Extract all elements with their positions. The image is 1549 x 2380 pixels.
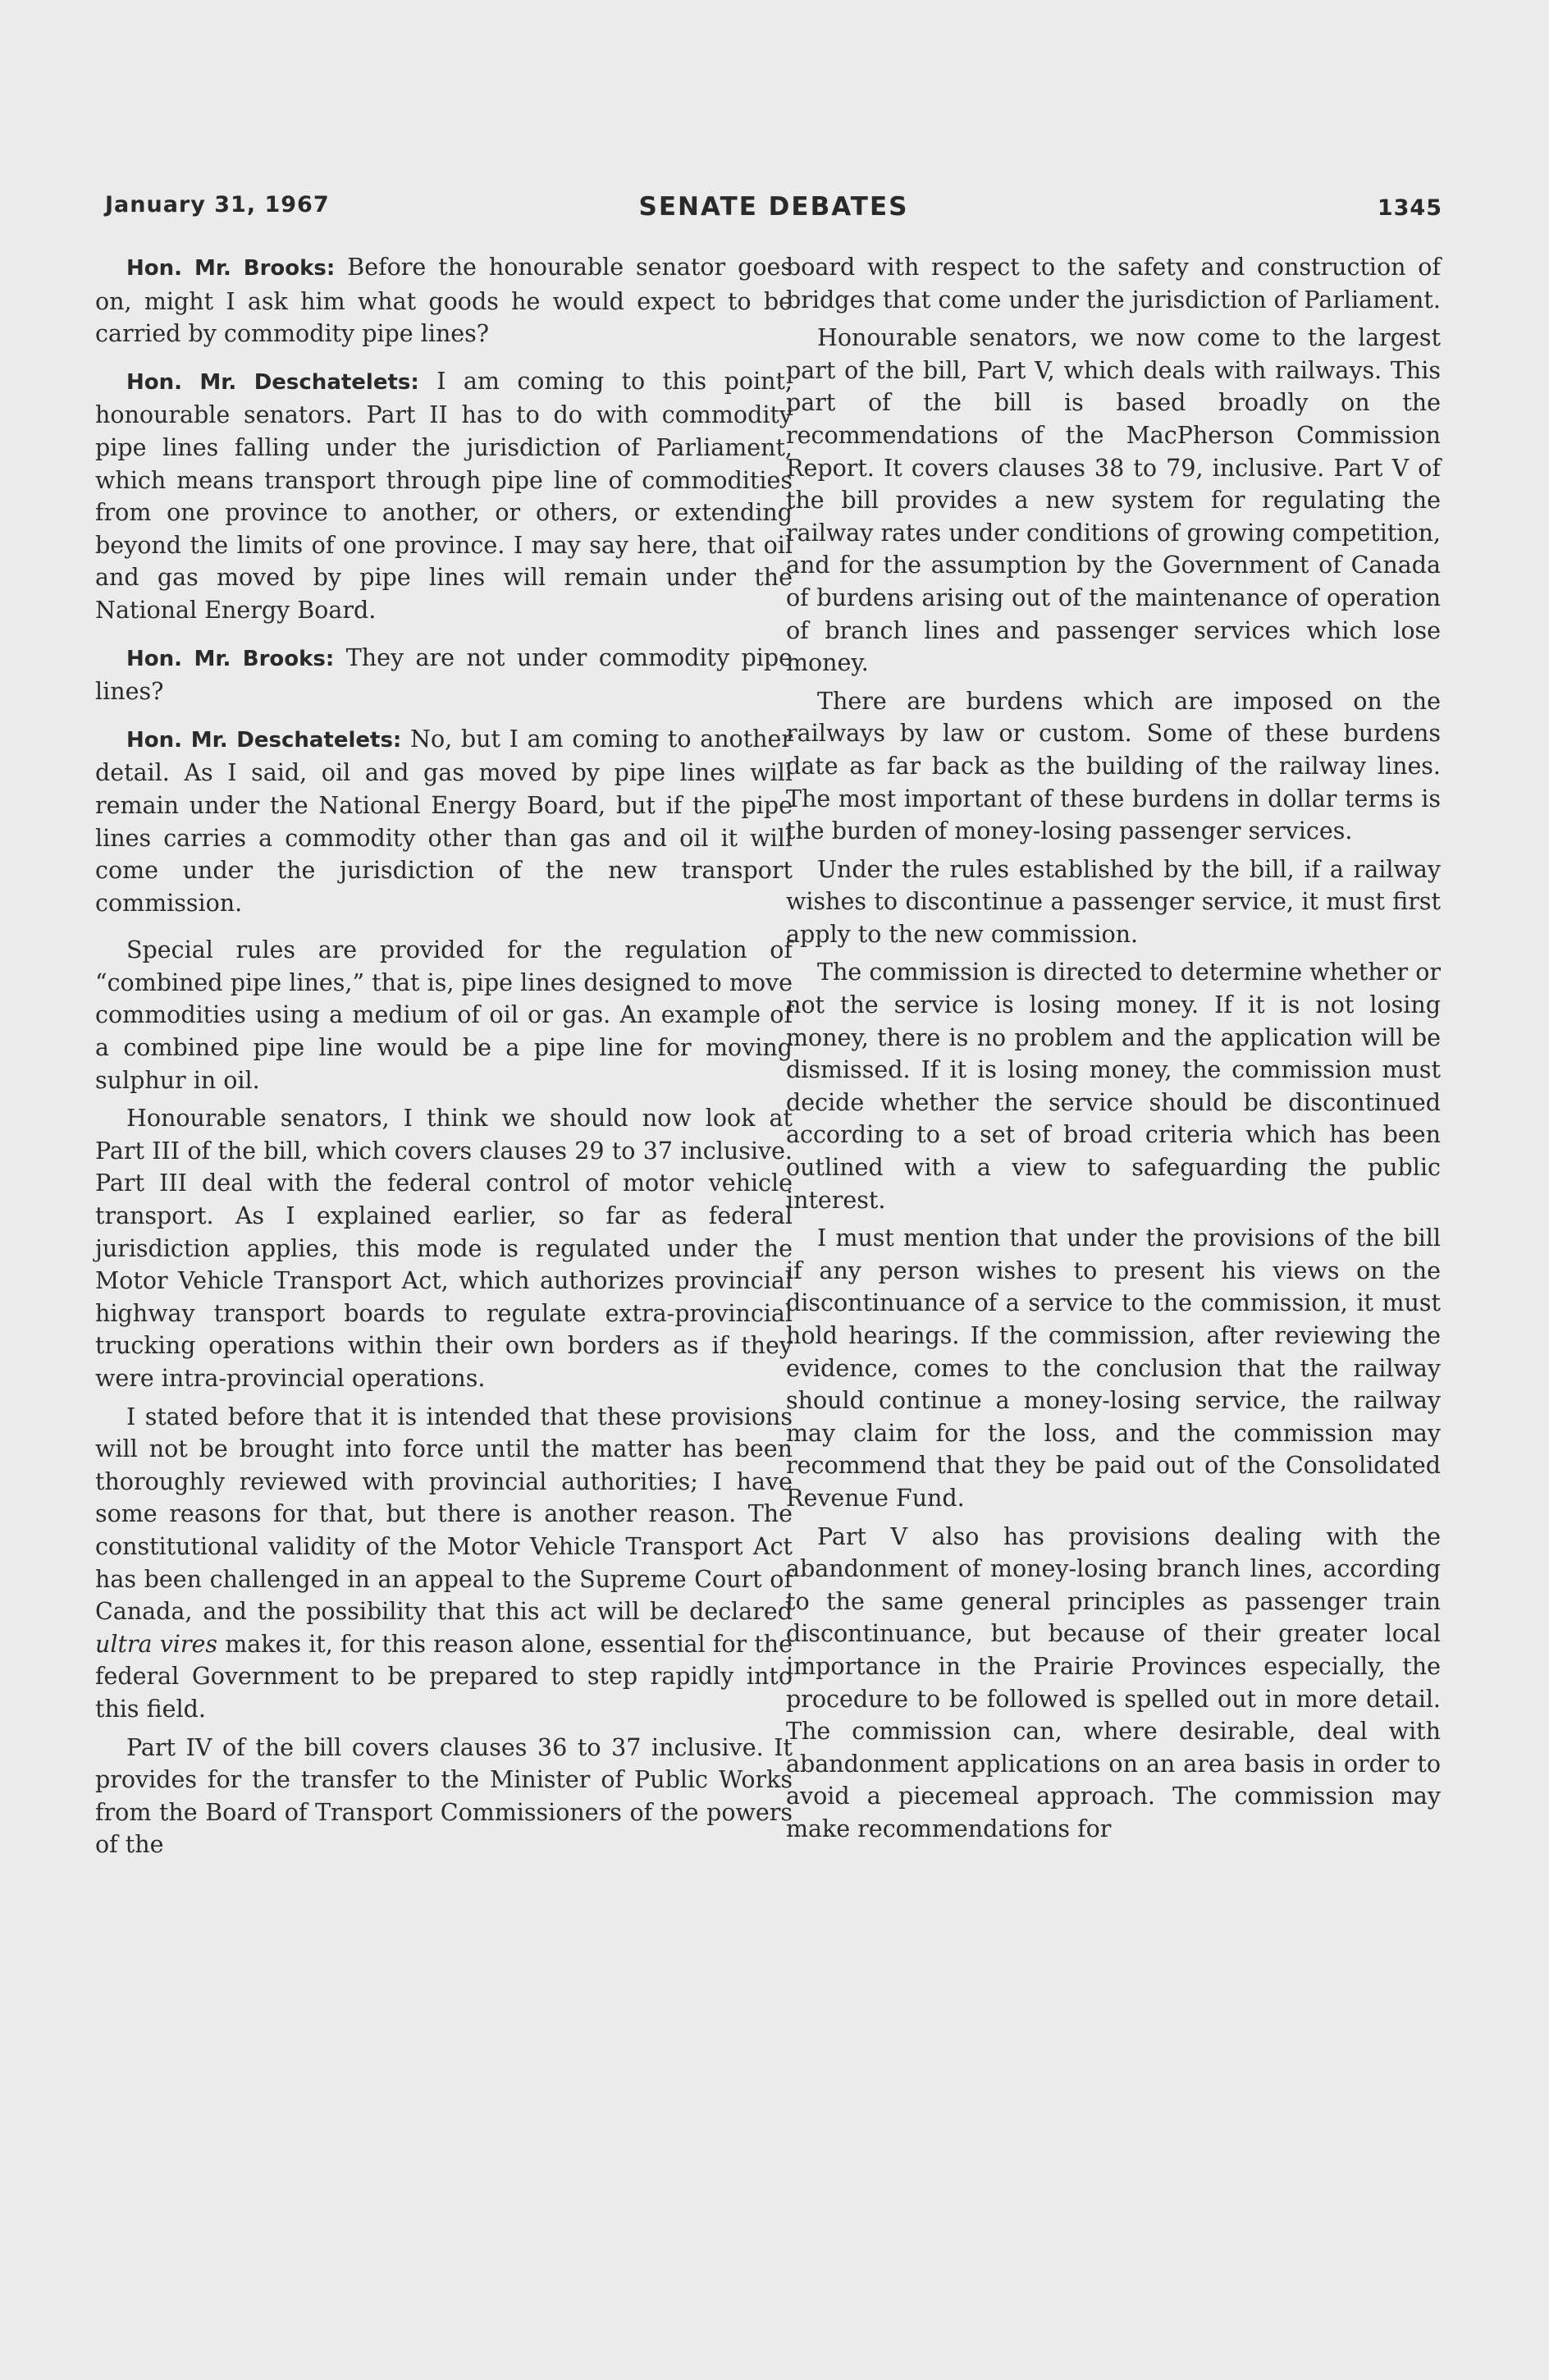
speech-text: They are not under commodity pipe lines? — [95, 643, 793, 706]
paragraph-text: makes it, for this reason alone, essential for the federal Government to be prepared to step rapidly into this field. — [95, 1630, 793, 1723]
paragraph: Honourable senators, I think we should now look at Part III of the bill, which covers clauses 29 to 37 inclusive. Part III deal with the federal control of motor vehicle transport. As I explained earlier, so far as federal jurisdiction applies, this mode is regulated under the Motor Vehicle Transport Act, which authorizes provincial highway transport boards to regulate extra-provincial trucking operations within their own borders as if they were intra-provincial operations. — [95, 1105, 793, 1392]
speaker-name: Hon. Mr. Deschatelets: — [126, 727, 402, 753]
page-header — [105, 185, 1442, 227]
speaker-name: Hon. Mr. Deschatelets: — [126, 369, 419, 395]
speech-text: No, but I am coming to another detail. As I said, oil and gas moved by pipe lines will remain under the National Energy Board, but if the pipe lines carries a commodity other than gas and oil it will come under the jurisdiction of the new transport commission. — [95, 725, 793, 917]
paragraph — [95, 642, 793, 708]
paragraph: There are burdens which are imposed on the railways by law or custom. Some of these burdens date as far back as the building of the railway lines. The most important of these burdens in dollar terms is the burden of money-losing passenger services. — [786, 687, 1441, 845]
paragraph: Part IV of the bill covers clauses 36 to 37 inclusive. It provides for the transfer to the Minister of Public Works from the Board of Transport Commissioners of the powers of the — [95, 1733, 793, 1859]
paragraph: Part V also has provisions dealing with the abandonment of money-losing branch lines, according to the same general principles as passenger train discontinuance, but because of their greater local importance in the Prairie Provinces especially, the procedure to be followed is spelled out in more detail. The commission can, where desirable, deal with abandonment applications on an area basis in order to avoid a piecemeal approach. The commission may make recommendations for — [786, 1522, 1441, 1842]
paragraph: Honourable senators, we now come to the largest part of the bill, Part V, which deals with railways. This part of the bill is based broadly on the recommendations of the MacPherson Commission Report. It covers clauses 38 to 79, inclusive. Part V of the bill provides a new system for regulating the railway rates under conditions of growing competition, and for the assumption by the Government of Canada of burdens arising out of the maintenance of operation of branch lines and passenger services which lose money. — [786, 324, 1441, 677]
speech-text: Before the honourable senator goes on, might I ask him what goods he would expect to be carried by commodity pipe lines? — [95, 254, 793, 348]
paragraph — [95, 251, 793, 350]
speech-text: I am coming to this point, honourable senators. Part II has to do with commodity pipe lines falling under the jurisdiction of Parliament, which means transport through pipe line of commodities from one province to another, or others, or extending beyond the limits of one province. I may say here, that oil and gas moved by pipe lines will remain under the National Energy Board. — [95, 367, 793, 624]
speaker-name: Hon. Mr. Brooks: — [126, 256, 336, 281]
paragraph: Under the rules established by the bill, if a railway wishes to discontinue a passenger service, it must first apply to the new commission. — [786, 855, 1441, 948]
header-page-number: 1345 — [1377, 195, 1442, 221]
left-column — [95, 251, 793, 1867]
italic-phrase: ultra vires — [95, 1630, 218, 1658]
speaker-name: Hon. Mr. Brooks: — [126, 646, 335, 671]
paragraph — [95, 365, 793, 627]
header-date: January 31, 1967 — [105, 192, 330, 217]
paragraph — [95, 723, 793, 920]
header-title: SENATE DEBATES — [638, 192, 909, 222]
paragraph: board with respect to the safety and construction of bridges that come under the jurisdiction of Parliament. — [786, 254, 1441, 314]
right-column — [786, 251, 1441, 1851]
paragraph: Special rules are provided for the regulation of “combined pipe lines,” that is, pipe lines designed to move commodities using a medium of oil or gas. An example of a combined pipe line would be a pipe line for moving sulphur in oil. — [95, 936, 793, 1094]
paragraph: I must mention that under the provisions of the bill if any person wishes to present his views on the discontinuance of a service to the commission, it must hold hearings. If the commission, after reviewing the evidence, comes to the conclusion that the railway should continue a money-losing service, the railway may claim for the loss, and the commission may recommend that they be paid out of the Consolidated Revenue Fund. — [786, 1224, 1441, 1512]
paragraph — [95, 1401, 793, 1726]
paragraph: The commission is directed to determine whether or not the service is losing money. If it is not losing money, there is no problem and the application will be dismissed. If it is losing money, the commission must decide whether the service should be discontinued according to a set of broad criteria which has been outlined with a view to safeguarding the public interest. — [786, 959, 1441, 1214]
paragraph-text: I stated before that it is intended that these provisions will not be brought into force until the matter has been thoroughly reviewed with provincial authorities; I have some reasons for that, but there is another reason. The constitutional validity of the Motor Vehicle Transport Act has been challenged in an appeal to the Supreme Court of Canada, and the possibility that this act will be declared — [95, 1403, 793, 1626]
